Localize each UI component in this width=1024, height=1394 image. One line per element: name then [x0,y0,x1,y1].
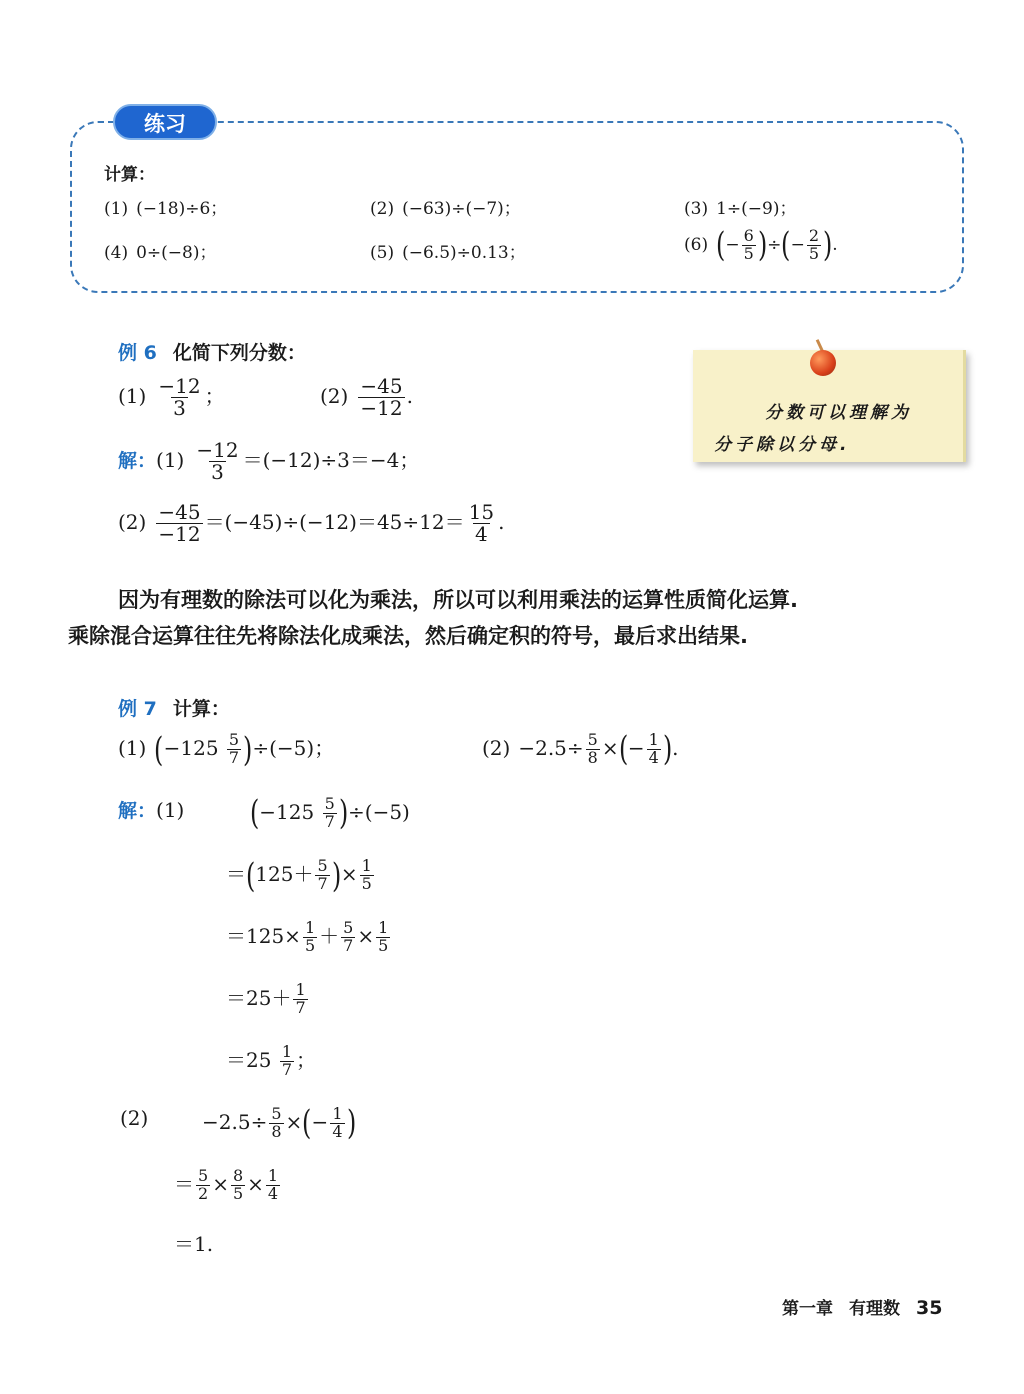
example7-solution-label: 解： [118,800,157,822]
practice-item-6: (6) (− $\frac{6}{5}$ )÷(− $\frac{2}{5}$ ). [684,225,838,266]
footer-section: 有理数 [849,1299,900,1319]
practice-item-2 [370,194,521,219]
practice-item-label: (1) [104,199,129,219]
example7-problem-1: (1) (−125 $\frac{5}{7}$ )÷(−5)； [118,729,335,770]
example7-solution-2-label: (2) [120,1106,149,1130]
example7-solution-2-step-2: ＝1. [174,1232,214,1256]
example6-heading [118,338,306,365]
example7-solution-1-expr: (−125 $\frac{5}{7}$ )÷(−5) [249,793,410,834]
example6-solution-2: (2) $\frac{-45}{-12}$ ＝(−45)÷(−12)＝45÷12＝ $\frac{15}{4}$ . [118,500,505,546]
practice-item-expr: 0÷(−8)； [136,243,217,263]
note-line-2: 分子除以分母. [714,435,851,455]
practice-item-expr: (−18)÷6； [136,199,228,219]
example7-solution-2-expr: −2.5÷ $\frac{5}{8}$ ×(− $\frac{1}{4}$ ) [202,1103,356,1144]
practice-item-expr: (−63)÷(−7)； [402,199,521,219]
example6-prompt: 化简下列分数： [172,342,306,364]
practice-item-expr: (−6.5)÷0.13； [402,243,526,263]
example7-solution-1-step-1: ＝(125＋ $\frac{5}{7}$ )× $\frac{1}{5}$ [226,855,372,896]
example7-problem-2: (2) −2.5÷ $\frac{5}{8}$ ×(− $\frac{1}{4}$ ). [482,729,679,770]
example7-solution-1-step-4: ＝25 $\frac{1}{7}$ ； [226,1042,316,1079]
footer-page-number: 35 [916,1297,943,1319]
paragraph-line-2: 乘除混合运算往往先将除法化成乘法，然后确定积的符号，最后求出结果. [68,624,748,648]
example6-title: 例 6 [118,342,157,364]
paragraph-line-1: 因为有理数的除法可以化为乘法，所以可以利用乘法的运算性质简化运算. [118,588,798,612]
practice-item-expr: 1÷(−9)； [716,199,797,219]
example7-prompt: 计算： [172,698,230,720]
example7-heading [118,694,230,721]
example7-solution-1-step-2: ＝125× $\frac{1}{5}$ ＋ $\frac{5}{7}$ × $\frac{1}{5}$ [226,918,389,955]
example6-solution-label: 解： [118,450,157,472]
practice-item-label: (2) [370,199,395,219]
practice-item-4 [104,238,216,263]
practice-item-5 [370,238,526,263]
example6-problem-2: (2) $\frac{-45}{-12}$ . [320,374,413,420]
example7-solution-2-step-1: ＝ $\frac{5}{2}$ × $\frac{8}{5}$ × $\frac{1}{4}$ [174,1166,279,1203]
practice-item-label: (6) [684,234,709,255]
note-line-1: 分数可以理解为 [765,403,912,423]
practice-item-3 [684,194,796,219]
practice-item-label: (4) [104,243,129,263]
page-footer [782,1294,942,1319]
practice-item-label: (5) [370,243,395,263]
example7-solution-1-step-3: ＝25＋ $\frac{1}{7}$ [226,980,306,1017]
practice-badge: 练习 [113,104,217,140]
practice-item-label: (3) [684,199,709,219]
footer-chapter: 第一章 [782,1299,833,1319]
example6-problem-1: (1) $\frac{-12}{3}$ ； [118,374,225,420]
practice-item-1 [104,194,227,219]
example6-solution-1: 解：(1) $\frac{-12}{3}$ ＝(−12)÷3＝−4； [118,438,420,484]
example7-title: 例 7 [118,698,157,720]
practice-instruction: 计算： [104,165,155,185]
pushpin-icon [810,350,836,376]
example7-solution-1-step-0: 解：(1) [118,798,185,822]
